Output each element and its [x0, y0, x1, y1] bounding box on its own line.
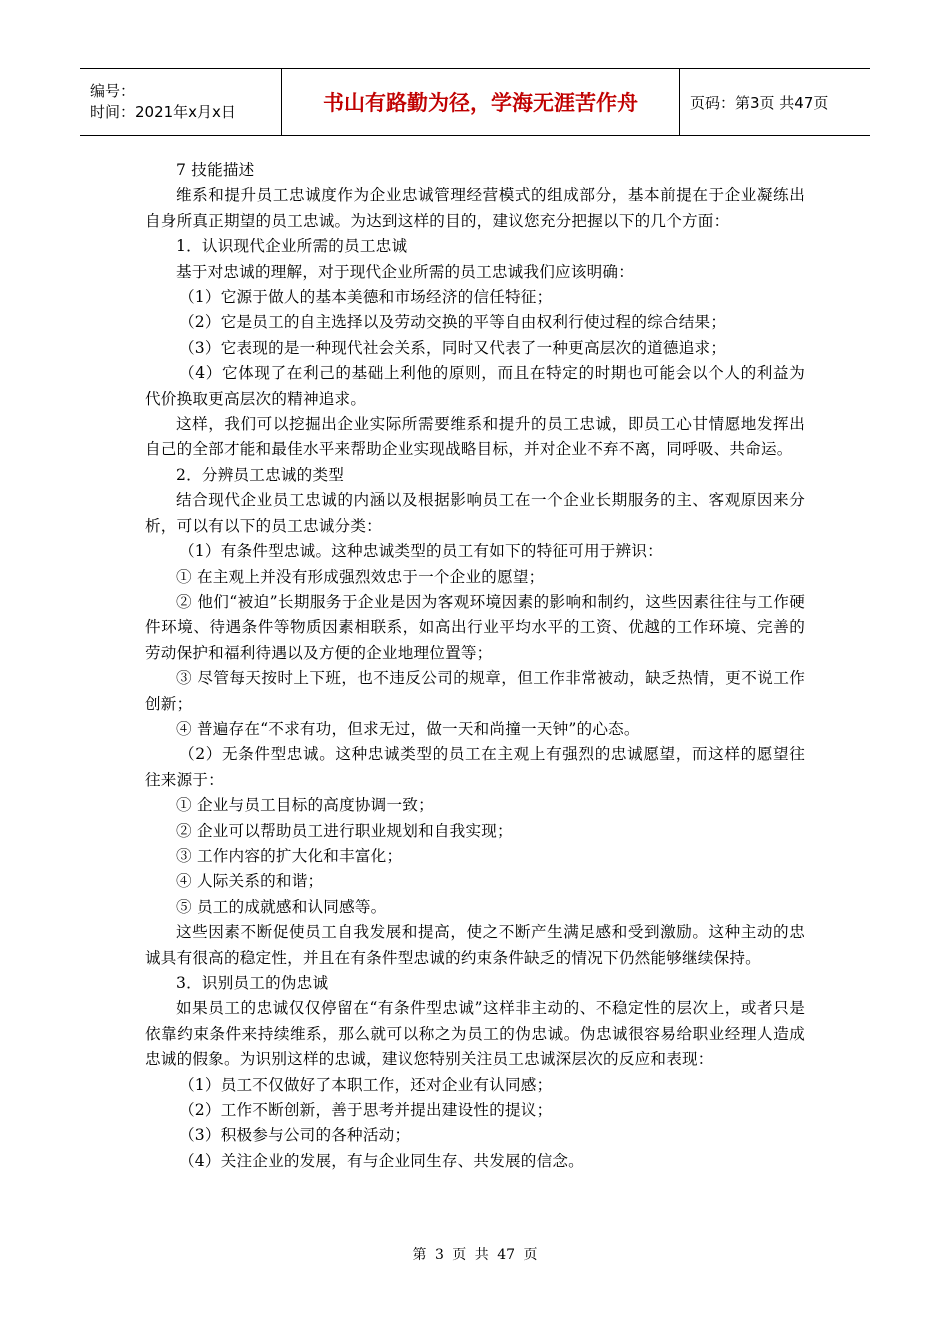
- document-time-label: 时间：2021年x月x日: [90, 103, 236, 121]
- paragraph: ① 企业与员工目标的高度协调一致；: [176, 796, 434, 815]
- paragraph: 这样，我们可以挖掘出企业实际所需要维系和提升的员工忠诚，即员工心甘情愿地发挥出自己的全部才能和最佳水平来帮助企业实现战略目标，并对企业不弃不离，同呼吸、共命运。: [145, 415, 805, 459]
- paragraph: 基于对忠诚的理解，对于现代企业所需的员工忠诚我们应该明确：: [176, 262, 635, 281]
- paragraph: ① 在主观上并没有形成强烈效忠于一个企业的愿望；: [176, 567, 545, 586]
- paragraph: ② 企业可以帮助员工进行职业规划和自我实现；: [176, 821, 513, 840]
- paragraph: ⑤ 员工的成就感和认同感等。: [176, 897, 387, 916]
- paragraph: （4）它体现了在利己的基础上利他的原则，而且在特定的时期也可能会以个人的利益为代价换取更高层次的精神追求。: [145, 364, 805, 408]
- header-motto: [282, 69, 680, 135]
- paragraph: （1）员工不仅做好了本职工作，还对企业有认同感；: [179, 1075, 553, 1094]
- paragraph: （1）它源于做人的基本美德和市场经济的信任特征；: [179, 288, 553, 307]
- paragraph: 维系和提升员工忠诚度作为企业忠诚管理经营模式的组成部分，基本前提在于企业凝练出自身所真正期望的员工忠诚。为达到这样的目的，建议您充分把握以下的几个方面：: [145, 186, 805, 230]
- paragraph: （2）无条件型忠诚。这种忠诚类型的员工在主观上有强烈的忠诚愿望，而这样的愿望往往来源于：: [145, 745, 805, 789]
- body-text: [145, 158, 805, 1174]
- paragraph: ④ 普遍存在“不求有功，但求无过，做一天和尚撞一天钟”的心态。: [176, 719, 640, 738]
- header-page-info: [680, 69, 870, 135]
- page-footer: 第 3 页 共 47 页: [412, 1247, 538, 1263]
- paragraph: ③ 工作内容的扩大化和丰富化；: [176, 846, 403, 865]
- paragraph: 1．认识现代企业所需的员工忠诚: [176, 237, 408, 256]
- paragraph: 2．分辨员工忠诚的类型: [176, 465, 345, 484]
- paragraph: 7 技能描述: [176, 161, 255, 179]
- paragraph: ③ 尽管每天按时上下班，也不违反公司的规章，但工作非常被动，缺乏热情，更不说工作创新；: [145, 669, 805, 713]
- paragraph: ② 他们“被迫”长期服务于企业是因为客观环境因素的影响和制约，这些因素往往与工作硬件环境、待遇条件等物质因素相联系，如高出行业平均水平的工资、优越的工作环境、完善的劳动保护和福利待遇以及方便的企业地理位置等；: [145, 592, 805, 662]
- paragraph: （2）工作不断创新，善于思考并提出建设性的提议；: [179, 1101, 553, 1120]
- page-header: [80, 68, 870, 136]
- paragraph: 结合现代企业员工忠诚的内涵以及根据影响员工在一个企业长期服务的主、客观原因来分析，可以有以下的员工忠诚分类：: [145, 491, 805, 535]
- paragraph: 如果员工的忠诚仅仅停留在“有条件型忠诚”这样非主动的、不稳定性的层次上，或者只是依靠约束条件来持续维系，那么就可以称之为员工的伪忠诚。伪忠诚很容易给职业经理人造成忠诚的假象。为识别这样的忠诚，建议您特别关注员工忠诚深层次的反应和表现：: [145, 999, 805, 1069]
- paragraph: 3．识别员工的伪忠诚: [176, 974, 329, 992]
- paragraph: （3）它表现的是一种现代社会关系，同时又代表了一种更高层次的道德追求；: [179, 338, 727, 357]
- paragraph: （2）它是员工的自主选择以及劳动交换的平等自由权利行使过程的综合结果；: [179, 313, 727, 332]
- page-info-text: 页码：第3页 共47页: [690, 93, 829, 112]
- paragraph: （3）积极参与公司的各种活动；: [179, 1126, 411, 1145]
- motto-text: 书山有路勤为径，学海无涯苦作舟: [323, 91, 638, 115]
- paragraph: （4）关注企业的发展，有与企业同生存、共发展的信念。: [179, 1151, 584, 1170]
- paragraph: 这些因素不断促使员工自我发展和提高，使之不断产生满足感和受到激励。这种主动的忠诚具有很高的稳定性，并且在有条件型忠诚的约束条件缺乏的情况下仍然能够继续保持。: [145, 923, 805, 967]
- paragraph: （1）有条件型忠诚。这种忠诚类型的员工有如下的特征可用于辨识：: [179, 542, 663, 561]
- document-number-label: 编号：: [90, 82, 136, 100]
- header-meta: [80, 69, 282, 135]
- paragraph: ④ 人际关系的和谐；: [176, 872, 324, 891]
